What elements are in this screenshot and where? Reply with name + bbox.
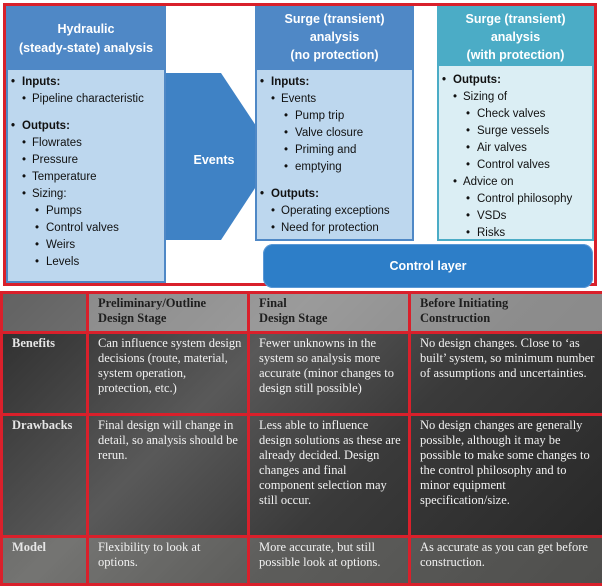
table-row <box>2 333 602 415</box>
design-stage-table <box>0 291 602 586</box>
list-item: • Temperature <box>8 169 164 186</box>
column-header <box>410 293 602 333</box>
surge-no-protection-panel <box>255 6 414 241</box>
list-item: • Levels <box>8 254 164 271</box>
list-item: • Pressure <box>8 152 164 169</box>
title-line: (steady-state) analysis <box>8 39 164 58</box>
table-cell: No design changes. Close to ‘as built’ system, so minimum number of assumptions and uncertainties. <box>410 333 602 415</box>
surge-with-protection-title <box>439 8 592 66</box>
row-header: Drawbacks <box>2 415 88 537</box>
table-header-row <box>2 293 602 333</box>
list-item: • Pipeline characteristic <box>8 91 164 108</box>
analysis-flow-diagram <box>3 3 597 286</box>
list-item: • Events <box>257 91 412 108</box>
control-layer-box <box>263 244 593 288</box>
list-item: • Control valves <box>439 157 592 174</box>
column-header <box>249 293 410 333</box>
list-item: • Air valves <box>439 140 592 157</box>
table-corner-cell <box>2 293 88 333</box>
list-item: • Operating exceptions <box>257 203 412 220</box>
list-item: • Control valves <box>8 220 164 237</box>
list-item: • Pumps <box>8 203 164 220</box>
list-item: • Surge vessels <box>439 123 592 140</box>
header-line: Design Stage <box>259 311 403 326</box>
row-header: Model <box>2 537 88 585</box>
outputs-heading: • Outputs: <box>8 118 164 135</box>
inputs-heading: • Inputs: <box>8 74 164 91</box>
hydraulic-panel-title <box>8 8 164 70</box>
outputs-heading: • Outputs: <box>257 186 412 203</box>
list-item: • Advice on <box>439 174 592 191</box>
surge-with-protection-body <box>439 66 592 239</box>
title-line: (with protection) <box>439 46 592 64</box>
header-line: Construction <box>420 311 597 326</box>
header-line: Preliminary/Outline <box>98 296 242 311</box>
outputs-heading: • Outputs: <box>439 72 592 89</box>
list-item: • Valve closure <box>257 125 412 142</box>
list-item: • Pump trip <box>257 108 412 125</box>
table-cell: Final design will change in detail, so analysis should be rerun. <box>88 415 249 537</box>
table-row <box>2 537 602 585</box>
table-row <box>2 415 602 537</box>
header-line: Final <box>259 296 403 311</box>
control-layer-label: Control layer <box>389 259 466 273</box>
list-item: • Check valves <box>439 106 592 123</box>
title-line: (no protection) <box>257 46 412 64</box>
header-line: Before Initiating <box>420 296 597 311</box>
title-line: Surge (transient) <box>439 10 592 28</box>
list-item: • Priming and <box>257 142 412 159</box>
table-cell: No design changes are generally possible, although it may be possible to make some changes to the control philosophy and to minor equipment specification/size. <box>410 415 602 537</box>
list-item-continuation <box>257 159 412 176</box>
row-header: Benefits <box>2 333 88 415</box>
list-item: • Flowrates <box>8 135 164 152</box>
inputs-heading: • Inputs: <box>257 74 412 91</box>
table-cell: As accurate as you can get before construction. <box>410 537 602 585</box>
surge-no-protection-title <box>257 8 412 70</box>
table-cell: Fewer unknowns in the system so analysis more accurate (minor changes to design still possible) <box>249 333 410 415</box>
table-cell: Can influence system design decisions (route, material, system operation, protection, etc.) <box>88 333 249 415</box>
surge-with-protection-panel <box>437 6 594 241</box>
events-label: Events <box>184 153 244 167</box>
table-cell: More accurate, but still possible look at options. <box>249 537 410 585</box>
list-item: • Weirs <box>8 237 164 254</box>
list-item: • Need for protection <box>257 220 412 237</box>
hydraulic-panel <box>6 6 166 283</box>
column-header <box>88 293 249 333</box>
list-item: • Risks <box>439 225 592 242</box>
list-item: • VSDs <box>439 208 592 225</box>
title-line: Surge (transient) <box>257 10 412 28</box>
list-item: • Sizing: <box>8 186 164 203</box>
table-cell: Flexibility to look at options. <box>88 537 249 585</box>
title-line: analysis <box>257 28 412 46</box>
list-item: • Control philosophy <box>439 191 592 208</box>
continuation-text: emptying <box>295 161 342 173</box>
surge-no-protection-body <box>257 70 412 239</box>
hydraulic-panel-body <box>8 70 164 281</box>
title-line: Hydraulic <box>8 20 164 39</box>
list-item: • Sizing of <box>439 89 592 106</box>
table-cell: Less able to influence design solutions as these are already decided. Design changes and final component selection may still occur. <box>249 415 410 537</box>
title-line: analysis <box>439 28 592 46</box>
header-line: Design Stage <box>98 311 242 326</box>
